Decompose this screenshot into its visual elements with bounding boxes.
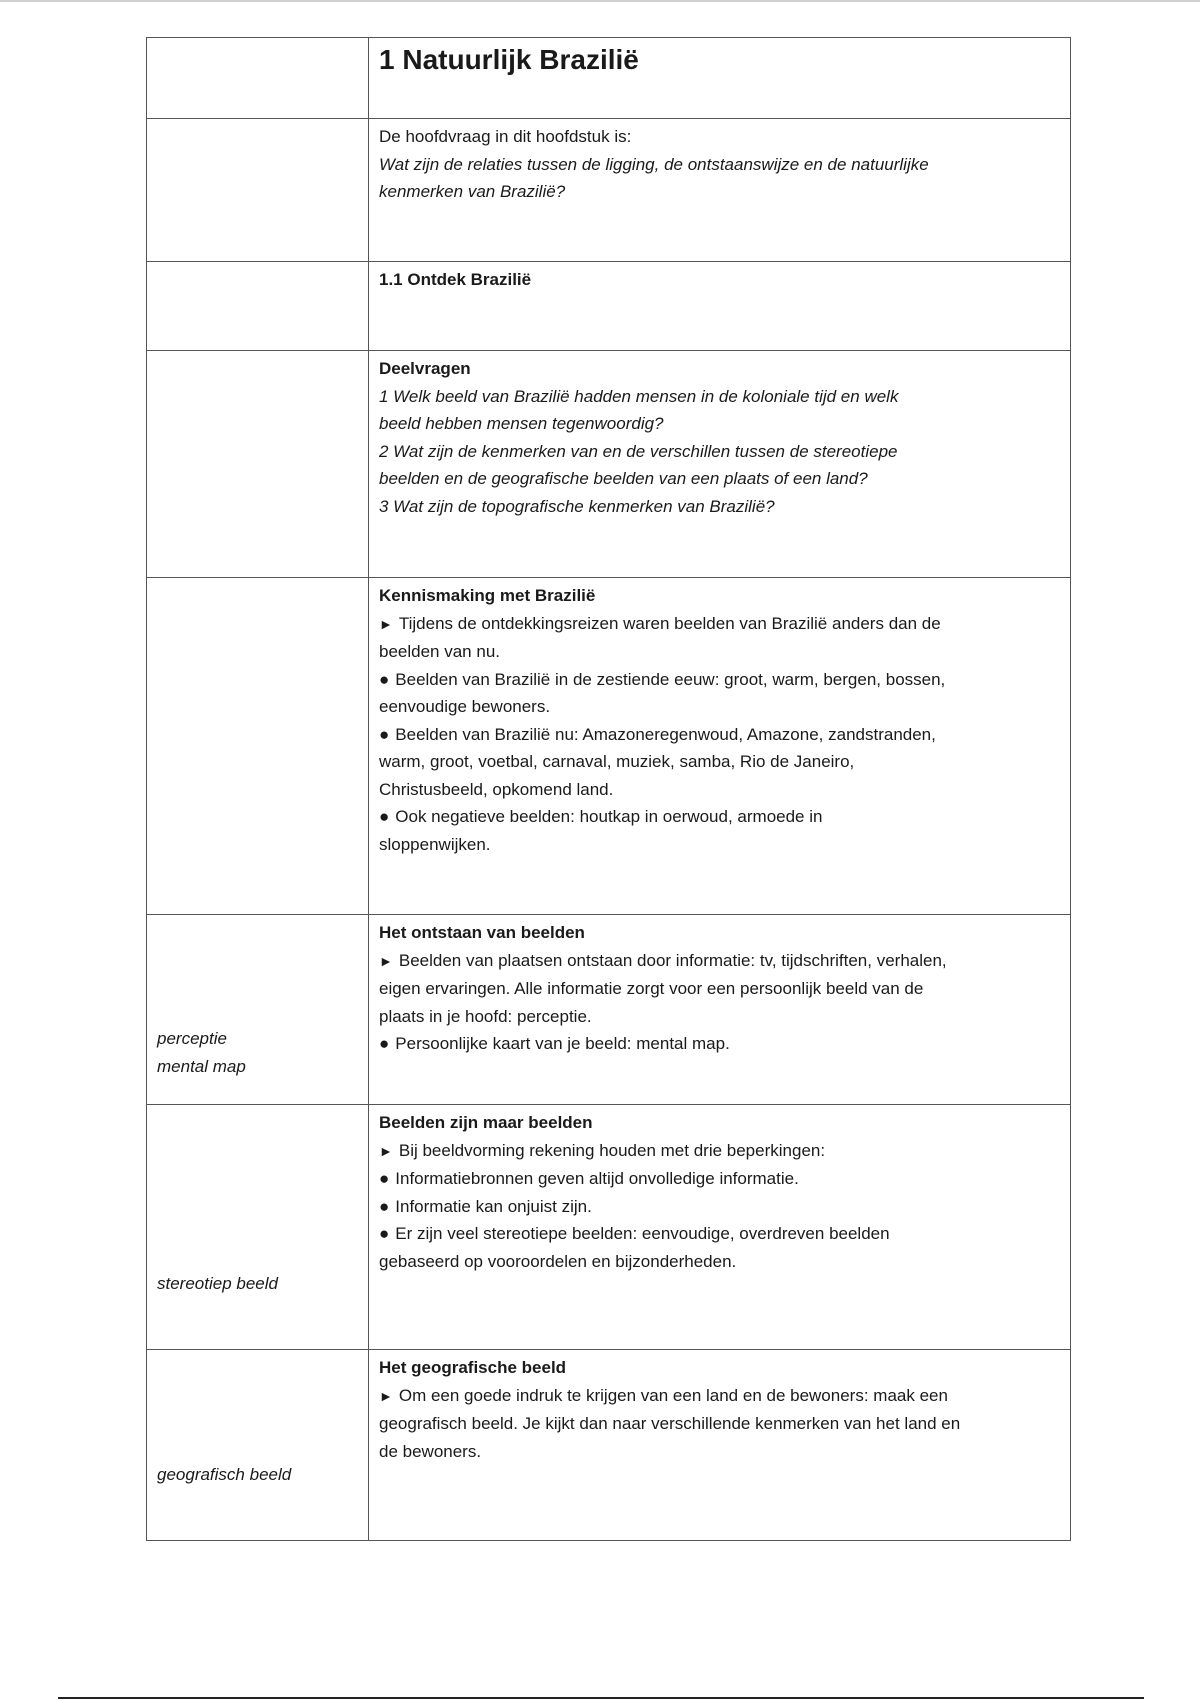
kennismaking-bullet-cont: Christusbeeld, opkomend land. — [379, 779, 614, 799]
geografisch-arrow-point: ► Om een goede indruk te krijgen van een land en de bewoners: maak een — [379, 1385, 948, 1405]
beelden-arrow-point: ► Bij beeldvorming rekening houden met drie beperkingen: — [379, 1140, 826, 1160]
paragraaf-title: 1.1 Ontdek Brazilië — [379, 270, 532, 289]
ontstaan-cell — [369, 915, 1071, 1105]
notes-table — [146, 37, 1071, 1541]
kennismaking-bullet: ● Beelden van Brazilië in de zestiende eeuw: groot, warm, bergen, bossen, — [379, 669, 946, 689]
margin-cell-empty — [147, 119, 369, 262]
ontstaan-arrow-point-cont: eigen ervaringen. Alle informatie zorgt voor een persoonlijk beeld van de — [379, 979, 924, 998]
chapter-title-cell — [369, 38, 1071, 119]
beelden-cell — [369, 1105, 1071, 1350]
page-top-edge — [0, 0, 1200, 2]
row-kennismaking — [147, 578, 1071, 915]
row-hoofdvraag — [147, 119, 1071, 262]
row-deelvragen — [147, 351, 1071, 578]
margin-term: perceptie — [157, 1029, 227, 1048]
bullet-icon: ● — [379, 1224, 390, 1243]
beelden-bullet: ● Informatie kan onjuist zijn. — [379, 1196, 592, 1216]
kennismaking-bullet-cont: warm, groot, voetbal, carnaval, muziek, samba, Rio de Janeiro, — [379, 752, 855, 771]
page-bottom-rule — [58, 1697, 1144, 1699]
ontstaan-arrow-point: ► Beelden van plaatsen ontstaan door informatie: tv, tijdschriften, verhalen, — [379, 950, 947, 970]
deelvraag-line: beeld hebben mensen tegenwoordig? — [379, 414, 664, 433]
geografisch-arrow-point-cont: de bewoners. — [379, 1441, 482, 1461]
deelvraag-line: beelden en de geografische beelden van een plaats of een land? — [379, 469, 868, 488]
ontstaan-arrow-point-cont: plaats in je hoofd: perceptie. — [379, 1006, 592, 1026]
deelvraag-line: 2 Wat zijn de kenmerken van en de verschillen tussen de stereotiepe — [379, 441, 898, 461]
kennismaking-bullet-cont: sloppenwijken. — [379, 834, 491, 854]
beelden-bullet: ● Er zijn veel stereotiepe beelden: eenvoudige, overdreven beelden — [379, 1224, 890, 1243]
row-beelden — [147, 1105, 1071, 1350]
kennismaking-bullet: ● Ook negatieve beelden: houtkap in oerwoud, armoede in — [379, 807, 823, 826]
margin-terms-cell — [147, 1105, 369, 1350]
bullet-icon: ● — [379, 1034, 390, 1053]
geografisch-heading: Het geografische beeld — [379, 1358, 567, 1377]
deelvragen-heading: Deelvragen — [379, 359, 471, 378]
kennismaking-cell — [369, 578, 1071, 915]
margin-cell-empty — [147, 578, 369, 915]
margin-terms-cell — [147, 1350, 369, 1541]
beelden-bullet-cont: gebaseerd op vooroordelen en bijzonderheden. — [379, 1251, 737, 1271]
margin-cell-empty — [147, 38, 369, 119]
bullet-icon: ● — [379, 1196, 390, 1216]
bullet-icon: ● — [379, 807, 390, 826]
row-paragraaf — [147, 262, 1071, 351]
row-chapter-title — [147, 38, 1071, 119]
geografisch-arrow-point-cont: geografisch beeld. Je kijkt dan naar verschillende kenmerken van het land en — [379, 1414, 961, 1433]
margin-term: mental map — [157, 1056, 246, 1076]
geografisch-cell — [369, 1350, 1071, 1541]
kennismaking-bullet: ● Beelden van Brazilië nu: Amazoneregenwoud, Amazone, zandstranden, — [379, 724, 936, 744]
arrow-icon: ► — [379, 615, 393, 632]
beelden-heading: Beelden zijn maar beelden — [379, 1113, 593, 1132]
paragraaf-cell — [369, 262, 1071, 351]
margin-term: stereotiep beeld — [157, 1273, 278, 1293]
arrow-icon: ► — [379, 1387, 393, 1404]
deelvraag-line: 3 Wat zijn de topografische kenmerken van Brazilië? — [379, 496, 775, 516]
hoofdvraag-question-line: Wat zijn de relaties tussen de ligging, de ontstaanswijze en de natuurlijke — [379, 154, 929, 174]
row-geografisch — [147, 1350, 1071, 1541]
kennismaking-arrow-point: ► Tijdens de ontdekkingsreizen waren beelden van Brazilië anders dan de — [379, 613, 941, 633]
kennismaking-heading: Kennismaking met Brazilië — [379, 586, 596, 605]
hoofdvraag-cell — [369, 119, 1071, 262]
ontstaan-bullet: ● Persoonlijke kaart van je beeld: mental map. — [379, 1034, 730, 1053]
hoofdvraag-question-line: kenmerken van Brazilië? — [379, 182, 566, 201]
margin-terms-cell — [147, 915, 369, 1105]
bullet-icon: ● — [379, 1169, 390, 1188]
deelvraag-line: 1 Welk beeld van Brazilië hadden mensen in de koloniale tijd en welk — [379, 386, 899, 406]
kennismaking-bullet-cont: eenvoudige bewoners. — [379, 697, 551, 716]
bullet-icon: ● — [379, 669, 390, 689]
arrow-icon: ► — [379, 1142, 393, 1159]
beelden-bullet: ● Informatiebronnen geven altijd onvolledige informatie. — [379, 1169, 799, 1188]
arrow-icon: ► — [379, 952, 393, 969]
kennismaking-arrow-point-cont: beelden van nu. — [379, 642, 500, 661]
margin-cell-empty — [147, 351, 369, 578]
row-ontstaan — [147, 915, 1071, 1105]
hoofdvraag-intro: De hoofdvraag in dit hoofdstuk is: — [379, 127, 632, 146]
deelvragen-cell — [369, 351, 1071, 578]
margin-term: geografisch beeld — [157, 1464, 292, 1484]
margin-cell-empty — [147, 262, 369, 351]
bullet-icon: ● — [379, 724, 390, 744]
chapter-title: 1 Natuurlijk Brazilië — [379, 44, 639, 75]
ontstaan-heading: Het ontstaan van beelden — [379, 923, 585, 942]
